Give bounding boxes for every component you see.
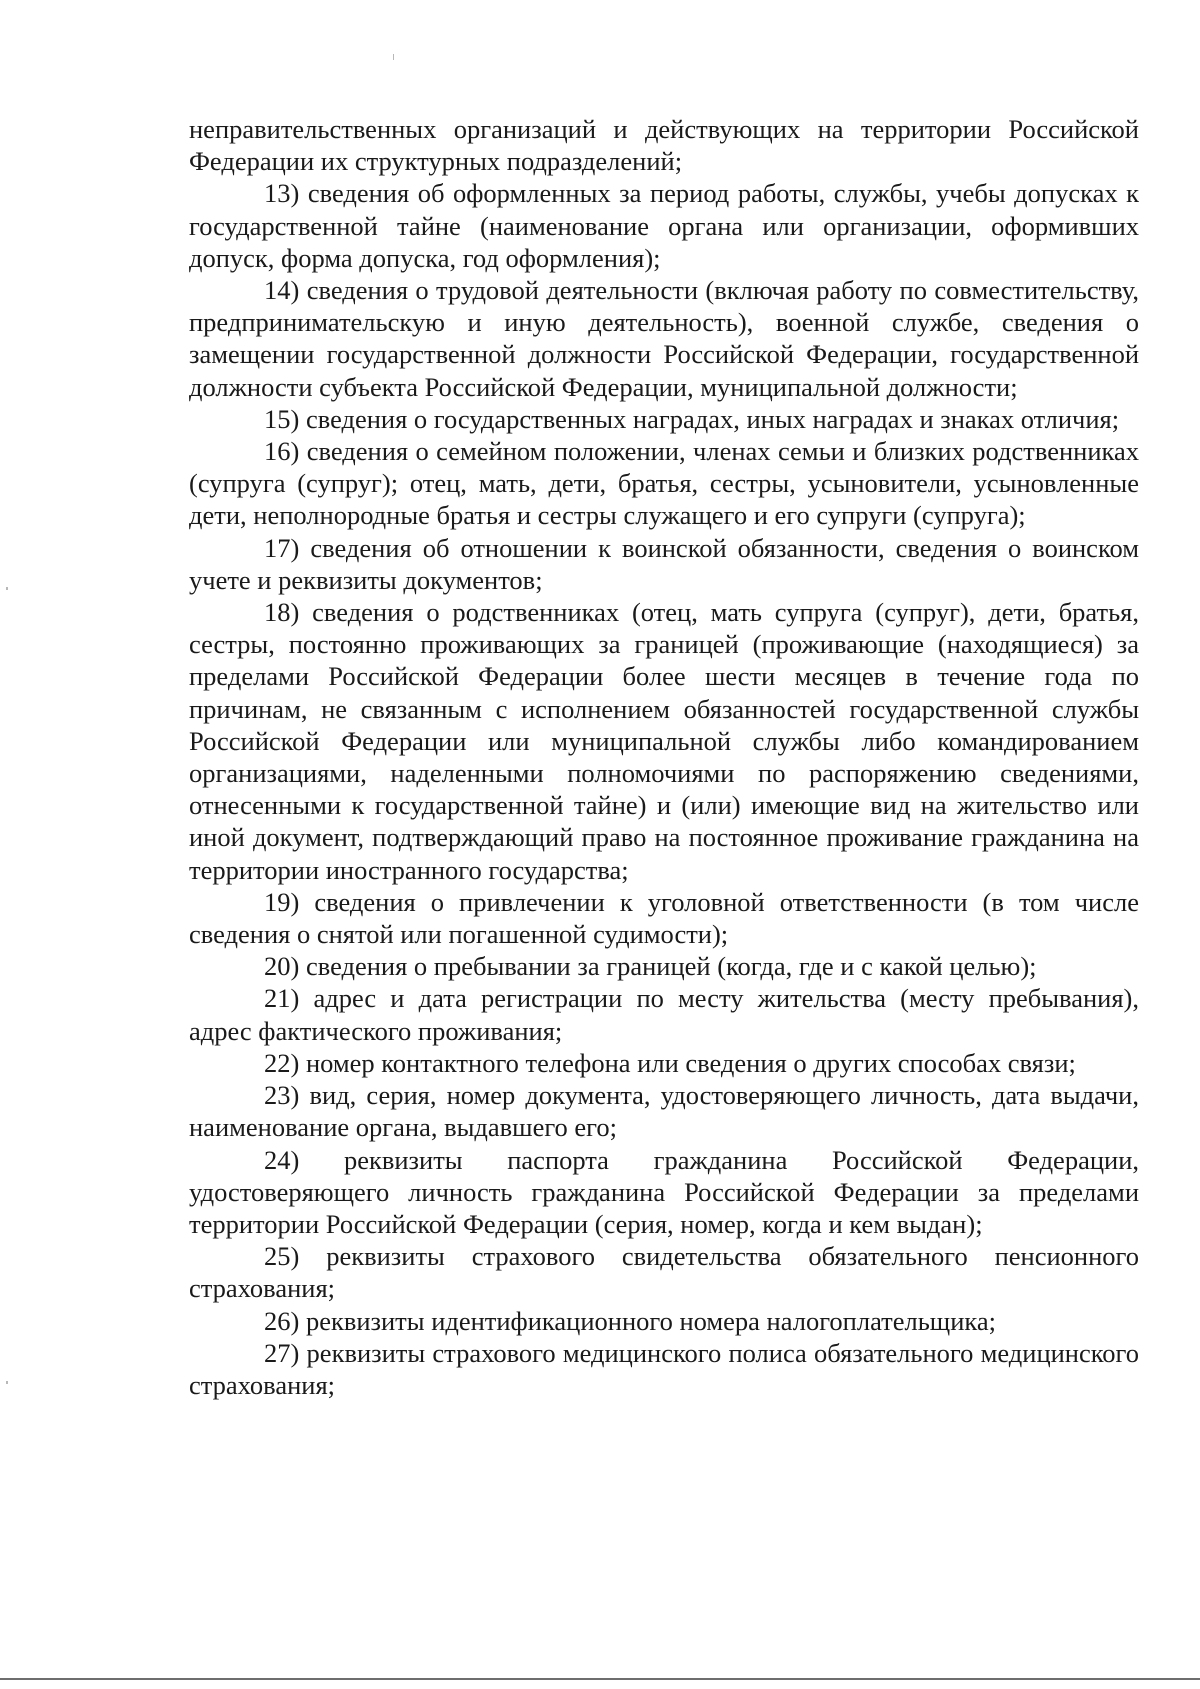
paragraph: 19) сведения о привлечении к уголовной ответственности (в том числе сведения о снятой или погашенной судимости); — [189, 886, 1139, 950]
paragraph: 17) сведения об отношении к воинской обязанности, сведения о воинском учете и реквизиты документов; — [189, 532, 1139, 595]
paragraph: 21) адрес и дата регистрации по месту жительства (месту пребывания), адрес фактического проживания; — [189, 983, 1139, 1046]
scan-speck — [6, 587, 8, 590]
paragraph: 20) сведения о пребывании за границей (когда, где и с какой целью); — [264, 951, 1037, 982]
paragraph: 27) реквизиты страхового медицинского полиса обязательного медицинского страхования; — [189, 1337, 1139, 1400]
paragraph: неправительственных организаций и действующих на территории Российской Федерации их структурных подразделений; — [189, 114, 1139, 177]
paragraph: 15) сведения о государственных наградах, иных наградах и знаках отличия; — [264, 403, 1120, 434]
paragraph: 24) реквизиты паспорта гражданина Российской Федерации, удостоверяющего личность гражданина Российской Федерации за пределами территории Российской Федерации (серия, номер, когда и кем выдан); — [189, 1144, 1139, 1239]
scan-speck — [6, 1381, 8, 1384]
paragraph: 14) сведения о трудовой деятельности (включая работу по совместительству, предпринимательскую и иную деятельность), военной службе, сведения о замещении государственной должности Российской Федерации, государственной должности субъекта Российской Федерации, муниципальной должности; — [189, 275, 1139, 402]
paragraph: 25) реквизиты страхового свидетельства обязательного пенсионного страхования; — [189, 1241, 1139, 1304]
paragraph: 18) сведения о родственниках (отец, мать супруга (супруг), дети, братья, сестры, постоянно проживающих за границей (проживающие (находящиеся) за пределами Российской Федерации более шести месяцев в течение года по причинам, не связанным с исполнением обязанностей государственной службы Российской Федерации или муниципальной службы либо командированием организациями, наделенными полномочиями по распоряжению сведениями, отнесенными к государственной тайне) и (или) имеющие вид на жительство или иной документ, подтверждающий право на постоянное проживание гражданина на территории иностранного государства; — [189, 597, 1139, 885]
paragraph: 26) реквизиты идентификационного номера налогоплательщика; — [264, 1305, 996, 1336]
paragraph: 23) вид, серия, номер документа, удостоверяющего личность, дата выдачи, наименование органа, выдавшего его; — [189, 1080, 1139, 1143]
document-body — [189, 113, 1139, 1401]
paragraph: 16) сведения о семейном положении, членах семьи и близких родственниках (супруга (супруг); отец, мать, дети, братья, сестры, усыновители, усыновленные дети, неполнородные братья и сестры служащего и его супруги (супруга); — [189, 436, 1139, 531]
paragraph: 13) сведения об оформленных за период работы, службы, учебы допусках к государственной тайне (наименование органа или организации, оформивших допуск, форма допуска, год оформления); — [189, 178, 1139, 273]
page-bottom-edge — [0, 1678, 1200, 1680]
scan-speck — [393, 54, 394, 60]
paragraph: 22) номер контактного телефона или сведения о других способах связи; — [264, 1047, 1076, 1078]
